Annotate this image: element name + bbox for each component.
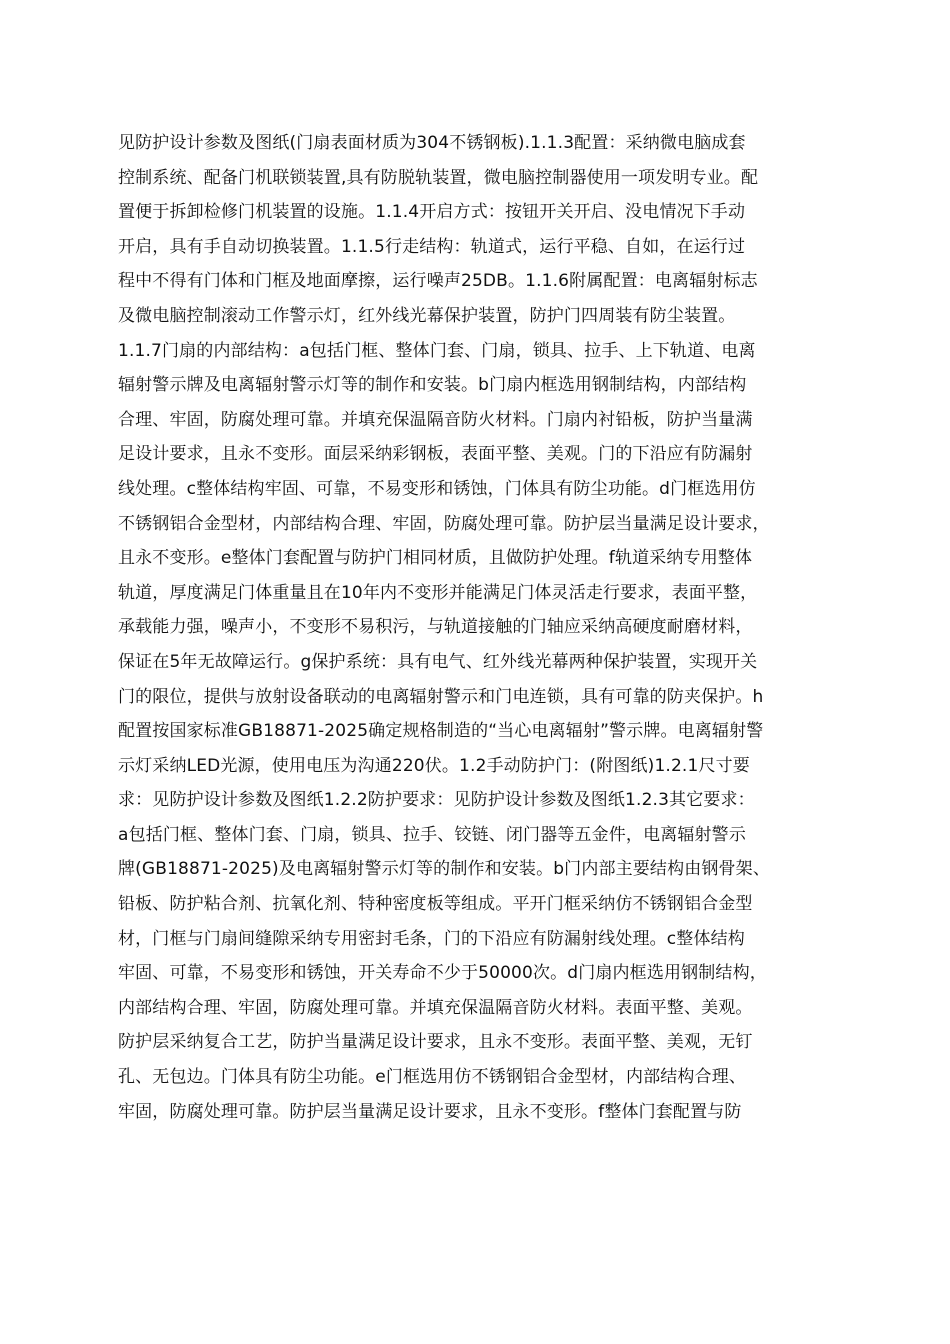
text-line: 门的限位，提供与放射设备联动的电离辐射警示和门电连锁，具有可靠的防夹保护。h — [118, 686, 764, 707]
text-line: 防护层采纳复合工艺，防护当量满足设计要求，且永不变形。表面平整、美观，无钉 — [118, 1032, 753, 1053]
text-line: a包括门框、整体门套、门扇，锁具、拉手、铰链、闭门器等五金件，电离辐射警示 — [118, 824, 746, 845]
text-line: 及微电脑控制滚动工作警示灯，红外线光幕保护装置，防护门四周装有防尘装置。 — [118, 305, 736, 326]
text-line: 且永不变形。e整体门套配置与防护门相同材质，且做防护处理。f轨道采纳专用整体 — [118, 548, 753, 569]
text-line: 1.1.7门扇的内部结构：a包括门框、整体门套、门扇，锁具、拉手、上下轨道、电离 — [118, 340, 756, 361]
text-line: 保证在5年无故障运行。g保护系统：具有电气、红外线光幕两种保护装置，实现开关 — [118, 651, 758, 672]
text-line: 牌(GB18871-2025)及电离辐射警示灯等的制作和安装。b门内部主要结构由钢骨架、 — [118, 859, 770, 880]
text-line: 程中不得有门体和门框及地面摩擦，运行噪声25DB。1.1.6附属配置：电离辐射标志 — [118, 271, 758, 292]
text-line: 不锈钢铝合金型材，内部结构合理、牢固，防腐处理可靠。防护层当量满足设计要求， — [118, 513, 770, 534]
text-line: 见防护设计参数及图纸(门扇表面材质为304不锈钢板).1.1.3配置：采纳微电脑成套 — [118, 133, 746, 153]
text-line: 置便于拆卸检修门机装置的设施。1.1.4开启方式：按钮开关开启、没电情况下手动 — [118, 202, 746, 223]
text-line: 求：见防护设计参数及图纸1.2.2防护要求：见防护设计参数及图纸1.2.3其它要求： — [118, 790, 755, 811]
text-line: 足设计要求，且永不变形。面层采纳彩钢板，表面平整、美观。门的下沿应有防漏射 — [118, 444, 753, 465]
text-line: 配置按国家标准GB18871-2025确定规格制造的“当心电离辐射”警示牌。电离辐射警 — [118, 721, 764, 742]
text-line: 孔、无包边。门体具有防尘功能。e门框选用仿不锈钢铝合金型材，内部结构合理、 — [118, 1067, 747, 1088]
text-line: 线处理。c整体结构牢固、可靠，不易变形和锈蚀，门体具有防尘功能。d门框选用仿 — [118, 478, 756, 499]
text-line: 轨道，厚度满足门体重量且在10年内不变形并能满足门体灵活走行要求，表面平整， — [118, 582, 758, 603]
text-line: 内部结构合理、牢固，防腐处理可靠。并填充保温隔音防火材料。表面平整、美观。 — [118, 997, 753, 1018]
text-line: 控制系统、配备门机联锁装置,具有防脱轨装置，微电脑控制器使用一项发明专业。配 — [118, 167, 759, 188]
text-line: 材，门框与门扇间缝隙采纳专用密封毛条，门的下沿应有防漏射线处理。c整体结构 — [118, 928, 745, 949]
text-line: 合理、牢固，防腐处理可靠。并填充保温隔音防火材料。门扇内衬铅板，防护当量满 — [118, 409, 753, 430]
text-line: 铅板、防护粘合剂、抗氧化剂、特种密度板等组成。平开门框采纳仿不锈钢铝合金型 — [118, 894, 753, 915]
text-line: 牢固，防腐处理可靠。防护层当量满足设计要求，且永不变形。f整体门套配置与防 — [118, 1101, 742, 1122]
text-line: 开启，具有手自动切换装置。1.1.5行走结构：轨道式，运行平稳、自如，在运行过 — [118, 236, 746, 257]
text-line: 示灯采纳LED光源，使用电压为沟通220伏。1.2手动防护门：(附图纸)1.2.1尺寸要 — [118, 755, 750, 776]
text-line: 牢固、可靠，不易变形和锈蚀，开关寿命不少于50000次。d门扇内框选用钢制结构， — [118, 963, 767, 984]
text-line: 承载能力强，噪声小，不变形不易积污，与轨道接触的门轴应采纳高硬度耐磨材料， — [118, 617, 753, 638]
text-line: 辐射警示牌及电离辐射警示灯等的制作和安装。b门扇内框选用钢制结构，内部结构 — [118, 375, 747, 396]
body-text — [118, 126, 858, 1129]
